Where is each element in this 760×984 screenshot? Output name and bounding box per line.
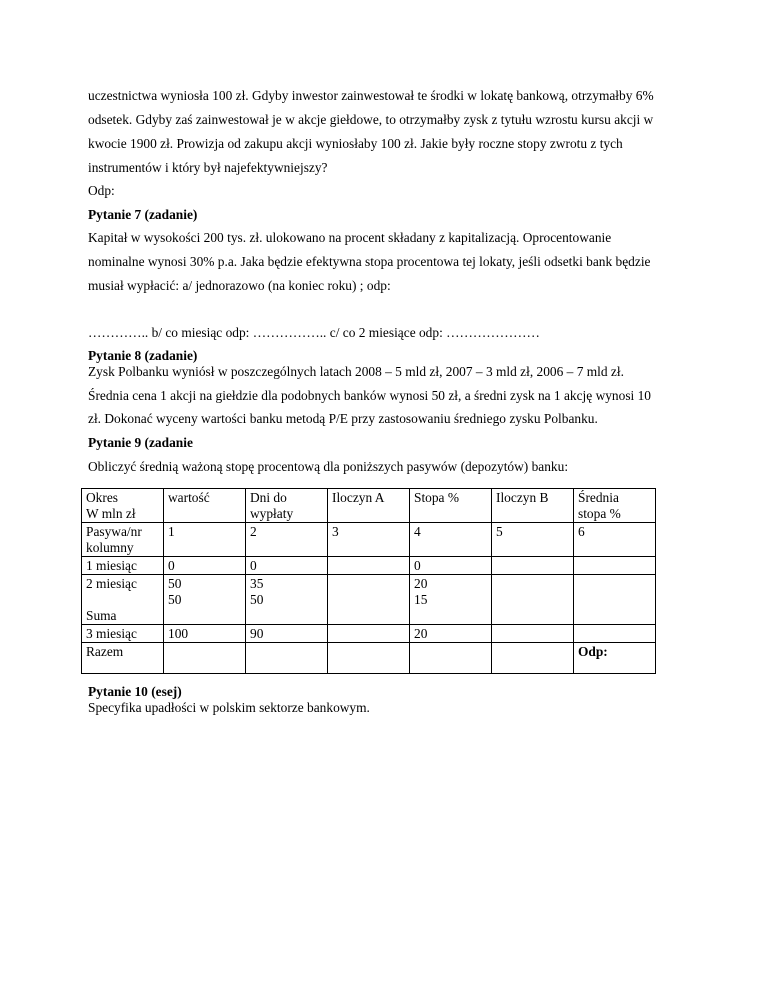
table-cell xyxy=(328,643,410,674)
table-cell xyxy=(492,557,574,575)
text-line: Specyfika upadłości w polskim sektorze bankowym. xyxy=(88,700,370,715)
table-cell: 5 xyxy=(492,523,574,557)
table-cell xyxy=(410,643,492,674)
text-line: ………….. b/ co miesiąc odp: …………….. c/ co 2 miesiące odp: ………………… xyxy=(88,325,540,340)
table-cell: 35 50 xyxy=(246,575,328,625)
text-line: Obliczyć średnią ważoną stopę procentową dla poniższych pasywów (depozytów) banku: xyxy=(88,459,569,474)
table-cell: Razem xyxy=(82,643,164,674)
text-line: Kapitał w wysokości 200 tys. zł. ulokowano na procent składany z kapitalizacją. Oprocentowanie xyxy=(88,230,612,245)
table-header-cell: wartość xyxy=(164,489,246,523)
table-cell xyxy=(246,643,328,674)
table-cell: Pasywa/nr kolumny xyxy=(82,523,164,557)
question-9-heading: Pytanie 9 (zadanie xyxy=(88,435,193,450)
text-line: Zysk Polbanku wyniósł w poszczególnych latach 2008 – 5 mld zł, 2007 – 3 mld zł, 2006 – 7 mld zł. xyxy=(88,364,624,379)
table-cell xyxy=(574,557,656,575)
table-row xyxy=(82,557,656,575)
table-header-cell: Dni do wypłaty xyxy=(246,489,328,523)
table-cell xyxy=(492,643,574,674)
table-cell: 4 xyxy=(410,523,492,557)
answer-cell: Odp: xyxy=(574,643,656,674)
question-10-heading: Pytanie 10 (esej) xyxy=(88,684,182,699)
table-header-cell: Stopa % xyxy=(410,489,492,523)
table-cell: 0 xyxy=(246,557,328,575)
text-line: odsetek. Gdyby zaś zainwestował je w akcje giełdowe, to otrzymałby zysk z tytułu wzrostu kursu akcji w xyxy=(88,112,654,127)
table-cell: 0 xyxy=(164,557,246,575)
table-row xyxy=(82,575,656,625)
table-row xyxy=(82,625,656,643)
table-header-cell: Iloczyn B xyxy=(492,489,574,523)
table-cell xyxy=(328,575,410,625)
table-header-row xyxy=(82,489,656,523)
table-cell xyxy=(328,625,410,643)
table-row xyxy=(82,523,656,557)
table-cell xyxy=(574,625,656,643)
table-cell: 20 15 xyxy=(410,575,492,625)
table-header-cell: Średnia stopa % xyxy=(574,489,656,523)
table-cell: 0 xyxy=(410,557,492,575)
table-cell: 20 xyxy=(410,625,492,643)
table-cell: 1 miesiąc xyxy=(82,557,164,575)
table-cell xyxy=(164,643,246,674)
text-line: kwocie 1900 zł. Prowizja od zakupu akcji wyniosłaby 100 zł. Jakie były roczne stopy zwrotu z tych xyxy=(88,136,623,151)
table-cell: 6 xyxy=(574,523,656,557)
question-8-heading: Pytanie 8 (zadanie) xyxy=(88,348,198,363)
table-cell xyxy=(492,625,574,643)
text-line: uczestnictwa wyniosła 100 zł. Gdyby inwestor zainwestował te środki w lokatę bankową, otrzymałby 6% xyxy=(88,88,654,103)
table-cell xyxy=(574,575,656,625)
table-cell: 1 xyxy=(164,523,246,557)
table-cell: 100 xyxy=(164,625,246,643)
text-line: Odp: xyxy=(88,183,115,198)
table-cell: 50 50 xyxy=(164,575,246,625)
table-cell xyxy=(328,557,410,575)
table-cell: 2 miesiąc Suma xyxy=(82,575,164,625)
table-cell xyxy=(492,575,574,625)
text-line: zł. Dokonać wyceny wartości banku metodą P/E przy zastosowaniu średniego zysku Polbanku. xyxy=(88,411,598,426)
text-line: Średnia cena 1 akcji na giełdzie dla podobnych banków wynosi 50 zł, a średni zysk na 1 akcję wynosi 10 xyxy=(88,388,651,403)
table-cell: 90 xyxy=(246,625,328,643)
text-line: musiał wypłacić: a/ jednorazowo (na koniec roku) ; odp: xyxy=(88,278,391,293)
table-header-cell: Iloczyn A xyxy=(328,489,410,523)
table-cell: 3 xyxy=(328,523,410,557)
table-cell: 3 miesiąc xyxy=(82,625,164,643)
table-header-cell: Okres W mln zł xyxy=(82,489,164,523)
question-7-heading: Pytanie 7 (zadanie) xyxy=(88,207,198,222)
table-cell: 2 xyxy=(246,523,328,557)
text-line: instrumentów i który był najefektywniejszy? xyxy=(88,160,328,175)
text-line: nominalne wynosi 30% p.a. Jaka będzie efektywna stopa procentowa tej lokaty, jeśli odsetki bank będzie xyxy=(88,254,651,269)
deposits-table xyxy=(81,488,656,674)
table-total-row xyxy=(82,643,656,674)
